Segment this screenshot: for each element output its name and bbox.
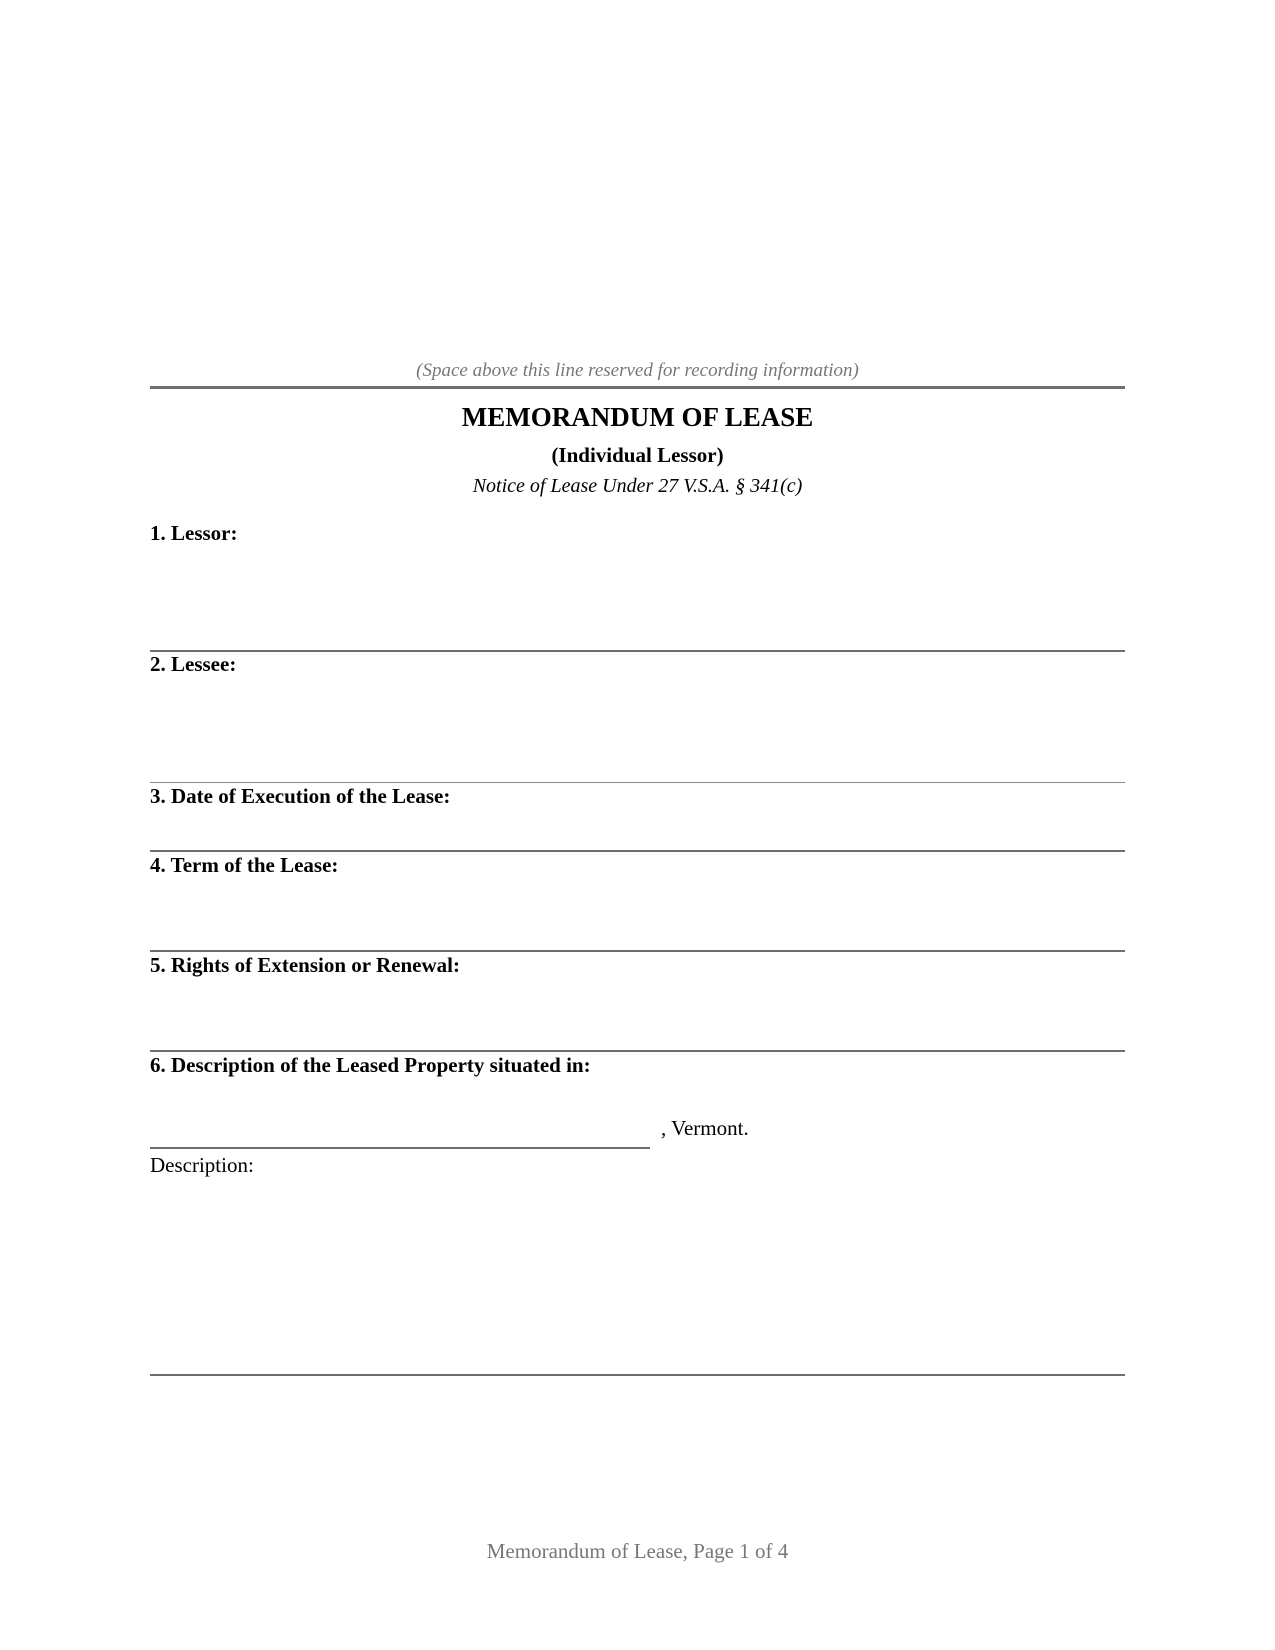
- lease-term-label: 4. Term of the Lease:: [150, 853, 339, 877]
- vermont-suffix: , Vermont.: [661, 1116, 749, 1140]
- extension-rights-label: 5. Rights of Extension or Renewal:: [150, 953, 460, 977]
- page-footer: Memorandum of Lease, Page 1 of 4: [486, 1539, 789, 1563]
- document-subtitle: (Individual Lessor): [551, 443, 724, 467]
- lessor-field-line[interactable]: [150, 650, 1125, 652]
- extension-rights-field-line[interactable]: [150, 1050, 1125, 1052]
- description-label: Description:: [150, 1153, 254, 1177]
- lease-term-field-line[interactable]: [150, 950, 1125, 952]
- lessee-label: 2. Lessee:: [150, 652, 237, 676]
- date-of-execution-label: 3. Date of Execution of the Lease:: [150, 784, 451, 808]
- document-title: MEMORANDUM OF LEASE: [461, 402, 814, 432]
- recording-divider: [150, 386, 1125, 389]
- statute-notice: Notice of Lease Under 27 V.S.A. § 341(c): [472, 475, 803, 497]
- recording-note: (Space above this line reserved for recording information): [416, 360, 859, 381]
- town-field-line[interactable]: [150, 1147, 650, 1149]
- lessee-field-line[interactable]: [150, 782, 1125, 783]
- date-of-execution-field-line[interactable]: [150, 850, 1125, 852]
- description-field-line[interactable]: [150, 1374, 1125, 1376]
- lessor-label: 1. Lessor:: [150, 521, 238, 545]
- property-location-label: 6. Description of the Leased Property situated in:: [150, 1053, 591, 1077]
